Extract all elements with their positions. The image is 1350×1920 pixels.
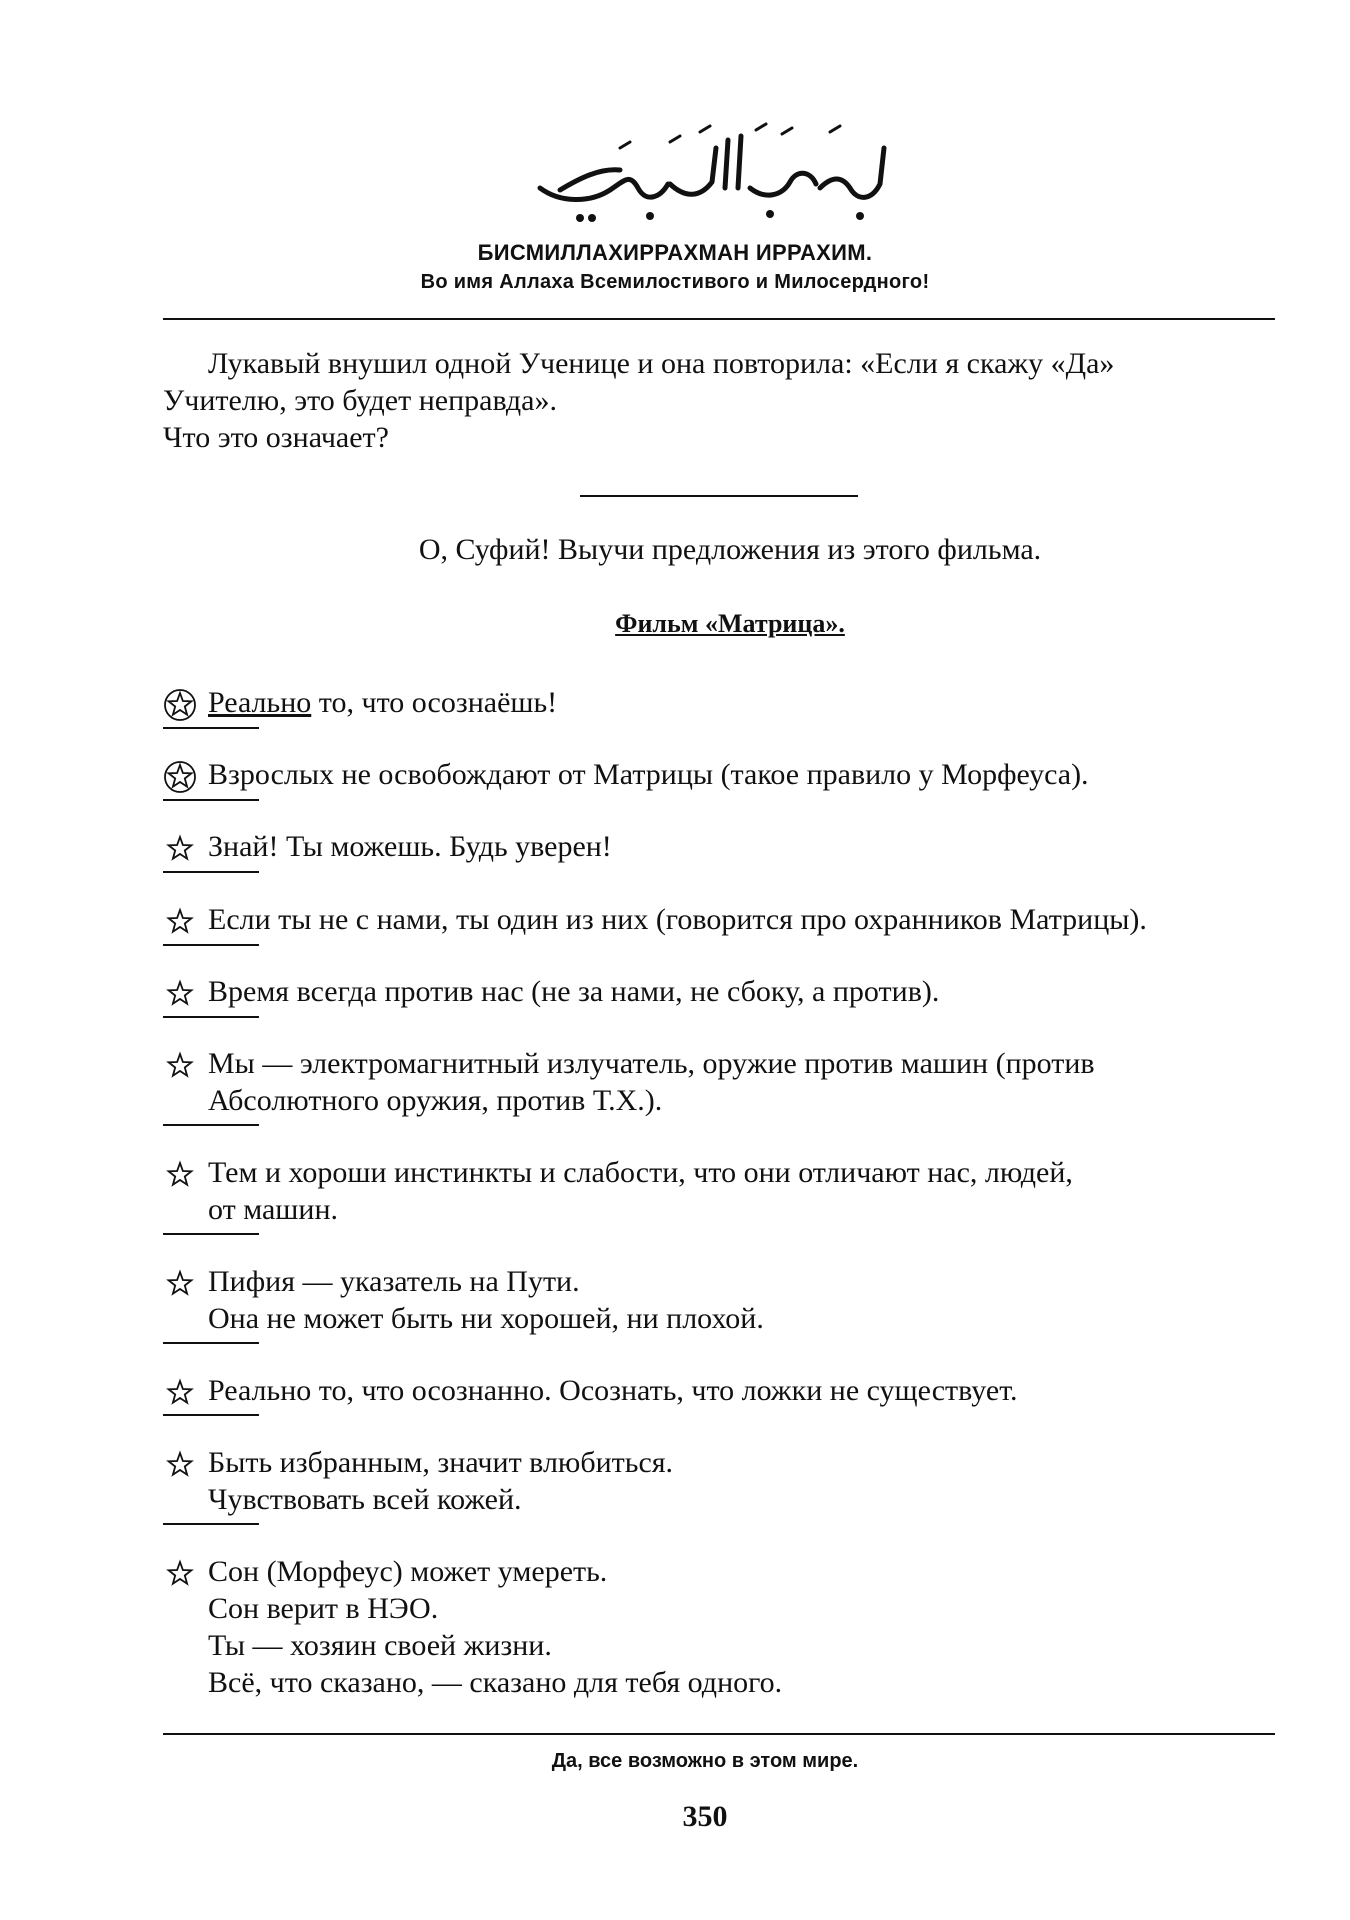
quote-line: Мы — электромагнитный излучатель, оружие против машин (против (208, 1047, 1095, 1080)
bismillah-calligraphy (520, 118, 900, 228)
quote-separator (163, 1233, 259, 1235)
header-title: БИСМИЛЛАХИРРАХМАН ИРРАХИМ. (477, 240, 873, 265)
question-line: Учителю, это будет неправда». (163, 384, 557, 417)
quote-separator (163, 1342, 259, 1344)
quote-separator (163, 1124, 259, 1126)
outline-star-icon (163, 1448, 197, 1482)
film-title-text: Фильм «Матрица». (615, 609, 845, 638)
circled-star-icon (163, 760, 197, 794)
quote-line: Сон верит в НЭО. (208, 1592, 439, 1625)
footer-note: Да, все возможно в этом мире. (551, 1750, 859, 1772)
intro-text: О, Суфий! Выучи предложения из этого фильма. (418, 533, 1042, 566)
question-line: Лукавый внушил одной Ученице и она повторила: «Если я скажу «Да» (208, 347, 1115, 380)
quote-separator (163, 1523, 259, 1525)
quote-separator (163, 1414, 259, 1416)
quote-line: Время всегда против нас (не за нами, не сбоку, а против). (208, 975, 940, 1008)
question-line: Что это означает? (163, 421, 389, 454)
header-subtitle: Во имя Аллаха Всемилостивого и Милосердного! (420, 271, 930, 293)
outline-star-icon (163, 1376, 197, 1410)
quote-line: Абсолютного оружия, против Т.Х.). (208, 1084, 663, 1117)
circled-star-icon (163, 688, 197, 722)
outline-star-icon (163, 1267, 197, 1301)
quote-separator (163, 799, 259, 801)
quote-line: Пифия — указатель на Пути. (208, 1265, 580, 1298)
quote-line: Она не может быть ни хорошей, ни плохой. (208, 1302, 764, 1335)
quote-separator (163, 871, 259, 873)
quote-line: Знай! Ты можешь. Будь уверен! (208, 830, 612, 863)
footer-divider (163, 1733, 1275, 1735)
outline-star-icon (163, 905, 197, 939)
quote-separator (163, 944, 259, 946)
outline-star-icon (163, 832, 197, 866)
underlined-word: Реально (208, 686, 312, 719)
outline-star-icon (163, 1158, 197, 1192)
outline-star-icon (163, 977, 197, 1011)
outline-star-icon (163, 1049, 197, 1083)
quote-separator (163, 727, 259, 729)
quote-line: Ты — хозяин своей жизни. (208, 1629, 552, 1662)
quote-line: Реально то, что осознанно. Осознать, что ложки не существует. (208, 1374, 1018, 1407)
quote-line: Если ты не с нами, ты один из них (говорится про охранников Матрицы). (208, 903, 1147, 936)
section-divider (580, 495, 858, 497)
quote-line: Быть избранным, значит влюбиться. (208, 1446, 674, 1479)
quote-line: от машин. (208, 1193, 339, 1226)
quote-line: Взрослых не освобождают от Матрицы (такое правило у Морфеуса). (208, 758, 1089, 791)
header-divider (163, 318, 1275, 320)
page-number: 350 (682, 1800, 728, 1833)
quote-line: Сон (Морфеус) может умереть. (208, 1555, 608, 1588)
quote-separator (163, 1016, 259, 1018)
quote-line: Чувствовать всей кожей. (208, 1483, 522, 1516)
film-title (55, 609, 1350, 639)
quote-line: Реально то, что осознаёшь! (208, 686, 558, 719)
quote-line: Тем и хороши инстинкты и слабости, что они отличают нас, людей, (208, 1156, 1073, 1189)
outline-star-icon (163, 1557, 197, 1591)
quote-line: Всё, что сказано, — сказано для тебя одного. (208, 1666, 783, 1699)
